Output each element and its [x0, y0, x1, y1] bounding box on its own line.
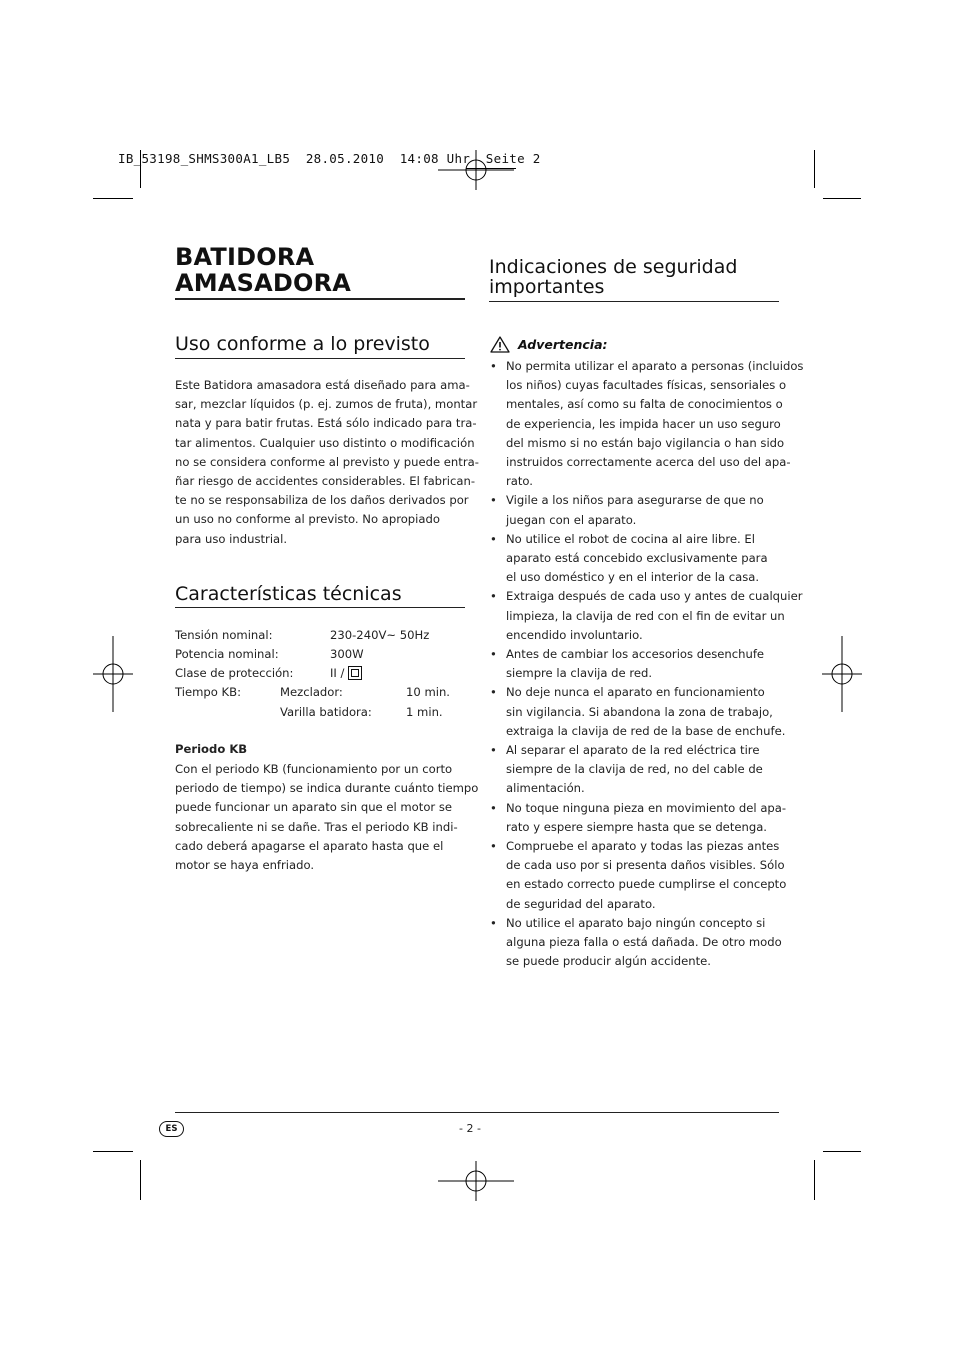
spec-value: [330, 666, 362, 680]
bullet-icon: •: [490, 359, 497, 373]
spec-value: 1 min.: [406, 705, 443, 719]
registration-mark-icon: [822, 636, 898, 712]
text-line: siempre de la clavija de red, no del cable de: [506, 762, 763, 777]
spec-sublabel: Varilla batidora:: [280, 705, 372, 719]
text-line: Antes de cambiar los accesorios desenchufe: [506, 647, 765, 662]
intended-use-paragraph: [175, 376, 479, 549]
text-line: Extraiga después de cada uso y antes de cualquier: [506, 589, 803, 604]
bullet-icon: •: [490, 685, 497, 700]
registration-mark-icon: [438, 132, 514, 208]
text-line: un uso no conforme al previsto. No apropiado: [175, 512, 440, 527]
header-underline: [466, 168, 516, 169]
bullet-icon: •: [490, 589, 497, 604]
text-line: para uso industrial.: [175, 531, 288, 546]
crop-mark: [814, 150, 815, 188]
text-line: los niños) cuyas facultades físicas, sensoriales o: [506, 378, 787, 393]
safety-item: [490, 741, 790, 799]
safety-item: [490, 357, 804, 491]
text-line: sin vigilancia. Si abandona la zona de trabajo,: [506, 704, 773, 719]
footer-rule: [175, 1112, 779, 1113]
safety-heading: [489, 257, 737, 297]
text-line: alimentación.: [506, 781, 585, 796]
text-line: No utilice el robot de cocina al aire libre. El: [506, 531, 755, 546]
title-line-2: AMASADORA: [175, 269, 352, 297]
crop-mark: [140, 1160, 141, 1200]
text-line: cado deberá apagarse el aparato hasta que el: [175, 838, 444, 853]
section-rule: [175, 358, 465, 359]
safety-list: [490, 357, 804, 972]
text-line: alguna pieza falla o está dañada. De otro modo: [506, 935, 782, 950]
safety-heading-line-1: Indicaciones de seguridad: [489, 256, 738, 278]
protection-class-text: II /: [330, 666, 345, 680]
double-square-icon: [348, 666, 362, 680]
warning-label: Advertencia:: [518, 337, 608, 352]
safety-item: [490, 530, 790, 588]
print-header: IB_53198_SHMS300A1_LB5 28.05.2010 14:08 Uhr Seite 2: [118, 151, 541, 166]
bullet-icon: •: [490, 647, 497, 662]
text-line: No toque ninguna pieza en movimiento del apa-: [506, 800, 787, 815]
spec-label: Clase de protección:: [175, 666, 294, 680]
text-line: rato.: [506, 474, 533, 489]
safety-item: [490, 683, 790, 741]
safety-item: [490, 587, 803, 645]
text-line: del mismo si no están bajo vigilancia o han sido: [506, 435, 785, 450]
text-line: limpieza, la clavija de red con el fin de evitar un: [506, 608, 785, 623]
text-line: te no se responsabiliza de los daños derivados por: [175, 493, 469, 508]
safety-item: [490, 837, 790, 914]
text-line: ñar riesgo de accidentes considerables. El fabrican-: [175, 474, 476, 489]
warning-header: [490, 336, 608, 353]
crop-mark: [823, 198, 861, 199]
kb-period-paragraph: [175, 760, 478, 875]
page-number: - 2 -: [459, 1122, 481, 1135]
kb-period-heading: Periodo KB: [175, 742, 248, 756]
text-line: el uso doméstico y en el interior de la casa.: [506, 570, 760, 585]
text-line: sobrecaliente ni se dañe. Tras el periodo KB indi-: [175, 819, 458, 834]
spec-value: 300W: [330, 647, 364, 661]
text-line: extraiga la clavija de red de la base de enchufe.: [506, 723, 786, 738]
safety-item: [490, 645, 790, 683]
language-badge: ES: [159, 1121, 184, 1137]
bullet-icon: •: [490, 531, 497, 546]
text-line: Con el periodo KB (funcionamiento por un corto: [175, 762, 453, 776]
text-line: no se considera conforme al previsto y puede entra-: [175, 454, 479, 469]
spec-label: Tensión nominal:: [175, 628, 273, 642]
spec-sublabel: Mezclador:: [280, 685, 343, 699]
registration-mark-icon: [93, 636, 169, 712]
text-line: No permita utilizar el aparato a personas (incluidos: [506, 359, 804, 373]
spec-value: 230-240V~ 50Hz: [330, 628, 430, 642]
safety-heading-line-2: importantes: [489, 276, 605, 298]
safety-item: [490, 914, 790, 972]
safety-item: [490, 799, 790, 837]
registration-mark-icon: [438, 1143, 514, 1219]
bullet-icon: •: [490, 915, 497, 930]
spec-label: Tiempo KB:: [175, 685, 241, 699]
intended-use-heading: Uso conforme a lo previsto: [175, 333, 430, 355]
text-line: periodo de tiempo) se indica durante cuánto tiempo: [175, 781, 479, 796]
text-line: tar alimentos. Cualquier uso distinto o modificación: [175, 435, 475, 450]
text-line: motor se haya enfriado.: [175, 858, 315, 873]
title-rule: [175, 298, 465, 300]
text-line: mentales, así como su falta de conocimientos o: [506, 397, 783, 412]
text-line: siempre la clavija de red.: [506, 666, 653, 681]
text-line: No utilice el aparato bajo ningún concepto si: [506, 915, 766, 930]
text-line: encendido involuntario.: [506, 627, 643, 642]
safety-item: [490, 491, 790, 529]
text-line: de seguridad del aparato.: [506, 896, 656, 911]
text-line: rato y espere siempre hasta que se detenga.: [506, 819, 767, 834]
bullet-icon: •: [490, 493, 497, 508]
page-title: [175, 244, 465, 296]
section-rule: [489, 301, 779, 302]
text-line: aparato está concebido exclusivamente para: [506, 551, 768, 566]
warning-triangle-icon: [490, 336, 510, 353]
text-line: Compruebe el aparato y todas las piezas antes: [506, 839, 780, 854]
crop-mark: [93, 1151, 133, 1152]
text-line: nata y para batir frutas. Está sólo indicado para tra-: [175, 416, 477, 431]
crop-mark: [823, 1151, 861, 1152]
section-rule: [175, 607, 465, 608]
text-line: Este Batidora amasadora está diseñado para ama-: [175, 378, 470, 392]
bullet-icon: •: [490, 839, 497, 854]
text-line: juegan con el aparato.: [506, 512, 637, 527]
text-line: puede funcionar un aparato sin que el motor se: [175, 800, 453, 815]
bullet-icon: •: [490, 800, 497, 815]
text-line: Al separar el aparato de la red eléctrica tire: [506, 743, 760, 758]
tech-specs-heading: Características técnicas: [175, 583, 402, 605]
crop-mark: [814, 1160, 815, 1200]
text-line: en estado correcto puede cumplirse el concepto: [506, 877, 787, 892]
spec-value: 10 min.: [406, 685, 450, 699]
text-line: de experiencia, les impida hacer un uso seguro: [506, 416, 781, 431]
bullet-icon: •: [490, 743, 497, 758]
text-line: No deje nunca el aparato en funcionamiento: [506, 685, 765, 700]
title-line-1: BATIDORA: [175, 243, 315, 271]
crop-mark: [93, 198, 133, 199]
text-line: Vigile a los niños para asegurarse de que no: [506, 493, 764, 508]
text-line: se puede producir algún accidente.: [506, 954, 711, 969]
text-line: de cada uso por si presenta daños visibles. Sólo: [506, 858, 785, 873]
spec-label: Potencia nominal:: [175, 647, 279, 661]
text-line: instruidos correctamente acerca del uso del apa-: [506, 455, 791, 470]
text-line: sar, mezclar líquidos (p. ej. zumos de fruta), montar: [175, 397, 478, 412]
